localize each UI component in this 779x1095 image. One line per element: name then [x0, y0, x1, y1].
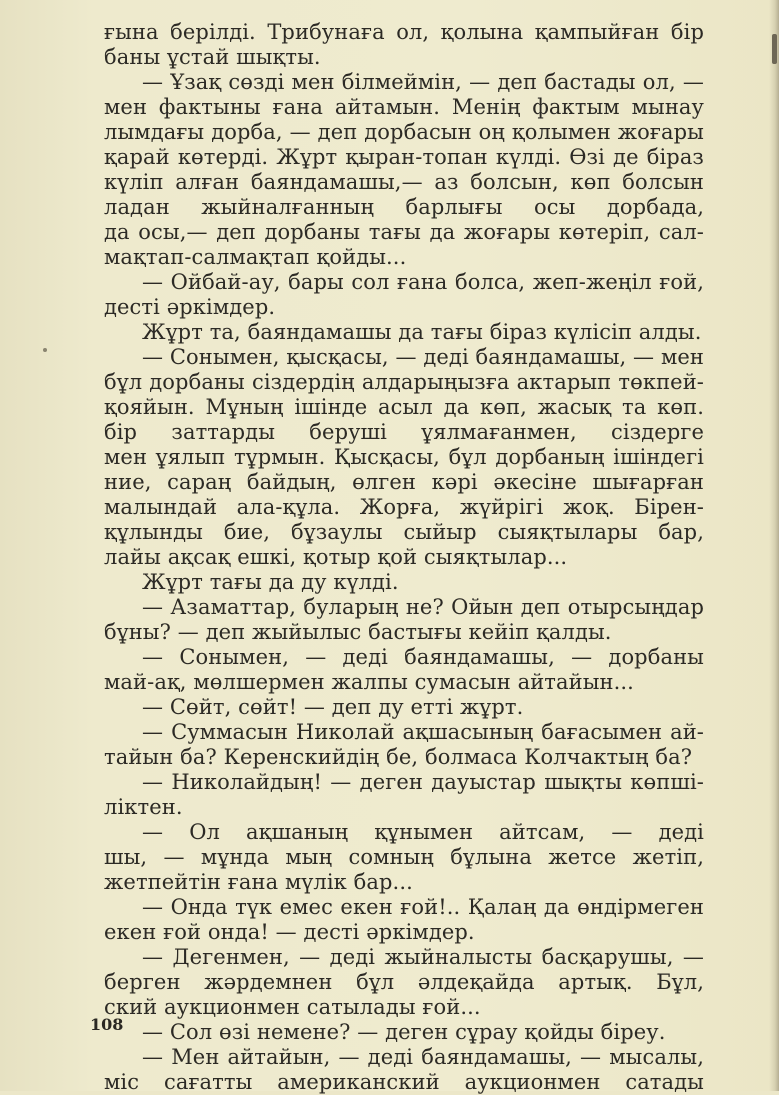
text-line: баны ұстай шықты. — [104, 45, 321, 69]
text-line: — Онда түк емес екен ғой!.. Қалаң да өндірмеген — [142, 895, 704, 919]
text-line: Жұрт тағы да ду күлді. — [142, 570, 399, 594]
text-line: мақтап-салмақтап қойды... — [104, 245, 407, 269]
page-edge-mark — [772, 34, 777, 64]
text-line: — Сол өзі немене? — деген сұрау қойды біреу. — [142, 1020, 666, 1044]
text-line: жетпейтін ғана мүлік бар... — [104, 870, 413, 894]
text-line: міс сағатты американский аукционмен сатады — [104, 1070, 704, 1094]
text-line: ние, сараң байдың, өлген кәрі әкесіне шығарған — [104, 470, 704, 494]
text-line: ліктен. — [104, 795, 183, 819]
text-line: — Сонымен, қысқасы, — деді баяндамашы, — мен — [142, 345, 704, 369]
text-line: май-ақ, мөлшермен жалпы сумасын айтайын... — [104, 670, 634, 694]
text-line: Жұрт та, баяндамашы да тағы біраз күлісіп алды. — [142, 320, 702, 344]
text-line: бұл дорбаны сіздердің алдарыңызға актарып төкпей- — [104, 370, 704, 394]
body-text — [104, 20, 704, 1095]
text-line: тайын ба? Керенскийдің бе, болмаса Колчактың ба? — [104, 745, 693, 769]
text-line: шы, — мұнда мың сомның бұлына жетсе жетіп, — [104, 845, 704, 869]
text-line: құлынды бие, бұзаулы сыйыр сыяқтылары бар, — [104, 520, 704, 544]
margin-dot — [43, 348, 47, 352]
text-line: лайы ақсақ ешкі, қотыр қой сыяқтылар... — [104, 545, 568, 569]
text-line: ладан жыйналғанның барлығы осы дорбада, — [104, 195, 704, 219]
text-line: қояйын. Мұның ішінде асыл да көп, жасық та көп. — [104, 395, 704, 419]
text-line: — Сонымен, — деді баяндамашы, — дорбаны — [142, 645, 704, 669]
text-line: — Ұзақ сөзді мен білмеймін, — деп бастады ол, — — [142, 70, 704, 94]
text-line: — Азаматтар, буларың не? Ойын деп отырсыңдар — [142, 595, 704, 619]
text-line: қарай көтерді. Жұрт қыран-топан күлді. Өзі де біраз — [104, 145, 704, 169]
text-line: — Николайдың! — деген дауыстар шықты көпші- — [142, 770, 704, 794]
text-line: берген жәрдемнен бұл әлдеқайда артық. Бұл, — [104, 970, 704, 994]
text-line: — Ол ақшаның құнымен айтсам, — деді — [142, 820, 704, 844]
text-line: — Ойбай-ау, бары сол ғана болса, жеп-жеңіл ғой, — [142, 270, 704, 294]
text-line: лымдағы дорба, — деп дорбасын оң қолымен жоғары — [104, 120, 704, 144]
text-line: ғына берілді. Трибунаға ол, қолына қампыйған бір — [104, 20, 704, 44]
text-line: мен ұялып тұрмын. Қысқасы, бұл дорбаның ішіндегі — [104, 445, 704, 469]
text-line: — Мен айтайын, — деді баяндамашы, — мысалы, — [142, 1045, 704, 1069]
text-line: мен фактыны ғана айтамын. Менің фактым мынау — [104, 95, 704, 119]
text-line: десті әркімдер. — [104, 295, 276, 319]
text-line: — Дегенмен, — деді жыйналысты басқарушы, — — [142, 945, 704, 969]
text-line: бұны? — деп жыйылыс бастығы кейіп қалды. — [104, 620, 612, 644]
text-line: малындай ала-құла. Жорға, жүйрігі жоқ. Бірен- — [104, 495, 704, 519]
text-line: бір заттарды беруші ұялмағанмен, сіздерге — [104, 420, 704, 444]
text-line: екен ғой онда! — десті әркімдер. — [104, 920, 475, 944]
text-line: күліп алған баяндамашы,— аз болсын, көп болсын — [104, 170, 704, 194]
text-line: — Сөйт, сөйт! — деп ду етті жұрт. — [142, 695, 524, 719]
page-edge-shadow — [769, 0, 779, 1091]
text-line: да осы,— деп дорбаны тағы да жоғары көтеріп, сал- — [104, 220, 704, 244]
text-line: — Суммасын Николай ақшасының бағасымен ай- — [142, 720, 704, 744]
page-number: 108 — [90, 1015, 124, 1034]
text-line: ский аукционмен сатылады ғой... — [104, 995, 481, 1019]
